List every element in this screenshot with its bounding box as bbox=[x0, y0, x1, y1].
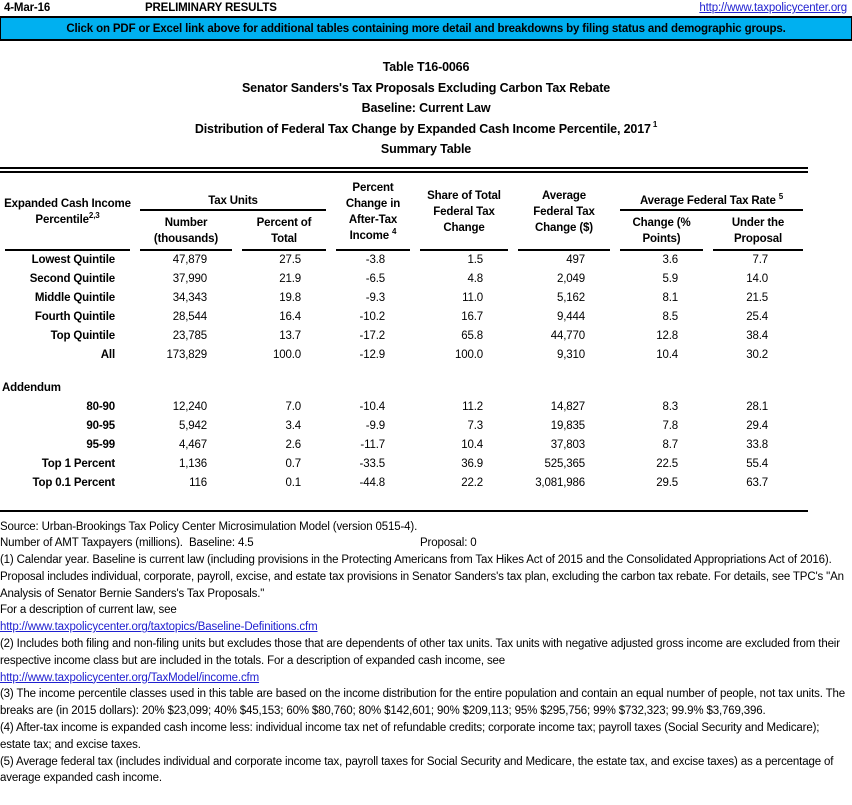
row-value-cell: 10.4 bbox=[656, 349, 678, 361]
footnote-1-current-law: For a description of current law, see bbox=[0, 604, 177, 617]
row-value-cell: 8.1 bbox=[662, 292, 678, 304]
footnote-4: (4) After-tax income is expanded cash income less: individual income tax net of refundable credits; corporate income tax; payroll taxes (Social Security and Medicare); estate tax; and excise taxes. bbox=[0, 722, 823, 751]
main-rows bbox=[0, 251, 808, 365]
row-value-cell: 22.5 bbox=[656, 458, 678, 470]
row-label-cell: Second Quintile bbox=[29, 273, 115, 285]
row-value-cell: 47,879 bbox=[172, 254, 207, 266]
date-label: 4-Mar-16 bbox=[4, 2, 51, 14]
row-value-cell: 1,136 bbox=[178, 458, 207, 470]
header-pct-change-after-tax-income: Percent Change in After-Tax Income $^4$ bbox=[331, 173, 415, 251]
row-value-cell: -9.9 bbox=[365, 420, 385, 432]
tpc-site-link[interactable]: http://www.taxpolicycenter.org bbox=[699, 2, 847, 14]
table-row bbox=[0, 417, 808, 436]
baseline-title: Baseline: Current Law bbox=[361, 101, 491, 115]
table-row bbox=[0, 327, 808, 346]
row-value-cell: -44.8 bbox=[359, 477, 385, 489]
row-value-cell: 173,829 bbox=[166, 349, 207, 361]
row-value-cell: 7.3 bbox=[467, 420, 483, 432]
row-value-cell: 44,770 bbox=[550, 330, 585, 342]
tax-model-income-link[interactable]: http://www.taxpolicycenter.org/TaxModel/income.cfm bbox=[0, 671, 260, 684]
table-row bbox=[0, 474, 808, 493]
row-value-cell: -3.8 bbox=[365, 254, 385, 266]
row-value-cell: 116 bbox=[189, 477, 207, 489]
header-group-tax-units: Tax Units bbox=[135, 173, 331, 211]
row-value-cell: 7.7 bbox=[752, 254, 769, 266]
row-value-cell: 5,162 bbox=[556, 292, 585, 304]
amt-baseline-value: Number of AMT Taxpayers (millions). Baseline: 4.5 bbox=[0, 537, 254, 550]
row-label-cell: Top Quintile bbox=[50, 330, 115, 342]
amt-taxpayers-note bbox=[0, 535, 849, 552]
row-value-cell: 7.8 bbox=[662, 420, 678, 432]
footnotes bbox=[0, 519, 849, 788]
row-value-cell: 38.4 bbox=[746, 330, 769, 342]
row-value-cell: -12.9 bbox=[359, 349, 385, 361]
row-value-cell: 63.7 bbox=[746, 477, 769, 489]
row-label-cell: 95-99 bbox=[86, 439, 115, 451]
row-label-cell: Lowest Quintile bbox=[31, 254, 115, 266]
table-bottom-rule bbox=[0, 510, 808, 512]
table-number-title: Table T16-0066 bbox=[382, 60, 470, 74]
row-value-cell: -9.3 bbox=[365, 292, 385, 304]
table-row bbox=[0, 308, 808, 327]
row-value-cell: 525,365 bbox=[544, 458, 585, 470]
info-banner bbox=[0, 16, 852, 41]
row-value-cell: -10.4 bbox=[359, 401, 385, 413]
summary-table-title: Summary Table bbox=[380, 142, 472, 156]
row-value-cell: 100.0 bbox=[272, 349, 301, 361]
header-percent-of-total: Percent of Total bbox=[237, 211, 331, 251]
row-value-cell: 27.5 bbox=[279, 254, 301, 266]
row-value-cell: 8.3 bbox=[662, 401, 678, 413]
row-value-cell: 55.4 bbox=[746, 458, 769, 470]
row-value-cell: 16.4 bbox=[279, 311, 301, 323]
row-value-cell: 21.9 bbox=[279, 273, 301, 285]
row-value-cell: 34,343 bbox=[172, 292, 207, 304]
row-value-cell: 14.0 bbox=[746, 273, 769, 285]
row-value-cell: 100.0 bbox=[454, 349, 483, 361]
row-value-cell: 10.4 bbox=[461, 439, 483, 451]
row-value-cell: 2,049 bbox=[556, 273, 585, 285]
row-value-cell: 5.9 bbox=[662, 273, 678, 285]
row-value-cell: 22.2 bbox=[461, 477, 483, 489]
table-row bbox=[0, 346, 808, 365]
row-value-cell: 9,310 bbox=[556, 349, 585, 361]
row-value-cell: 11.0 bbox=[462, 292, 483, 304]
row-value-cell: 30.2 bbox=[746, 349, 769, 361]
info-banner-text: Click on PDF or Excel link above for additional tables containing more detail and breakdowns by filing status and demographic groups. bbox=[66, 22, 786, 35]
row-value-cell: 1.5 bbox=[467, 254, 483, 266]
row-value-cell: 36.9 bbox=[461, 458, 483, 470]
header-group-average-federal-tax-rate: Average Federal Tax Rate $^5$ bbox=[615, 173, 808, 211]
row-value-cell: 33.8 bbox=[746, 439, 769, 451]
table-row bbox=[0, 436, 808, 455]
table-row bbox=[0, 251, 808, 270]
row-value-cell: 19,835 bbox=[550, 420, 585, 432]
spacer-row bbox=[0, 365, 808, 379]
row-value-cell: -33.5 bbox=[359, 458, 385, 470]
row-value-cell: 4.8 bbox=[467, 273, 483, 285]
row-value-cell: 5,942 bbox=[178, 420, 207, 432]
row-value-cell: 3.6 bbox=[662, 254, 678, 266]
header-share-of-total-federal-tax-change: Share of Total Federal Tax Change bbox=[415, 173, 513, 251]
distribution-title: Distribution of Federal Tax Change by Expanded Cash Income Percentile, 2017 $^1$ bbox=[194, 120, 658, 136]
row-value-cell: 28,544 bbox=[172, 311, 207, 323]
row-value-cell: 29.4 bbox=[746, 420, 769, 432]
summary-table bbox=[0, 173, 808, 493]
header-number-thousands: Number (thousands) bbox=[135, 211, 237, 251]
addendum-label: Addendum bbox=[2, 382, 61, 394]
row-label-cell: 80-90 bbox=[86, 401, 115, 413]
row-value-cell: 11.2 bbox=[462, 401, 483, 413]
row-value-cell: 21.5 bbox=[746, 292, 769, 304]
addendum-rows bbox=[0, 398, 808, 493]
row-value-cell: 14,827 bbox=[550, 401, 585, 413]
title-block bbox=[0, 57, 852, 160]
row-value-cell: 29.5 bbox=[656, 477, 678, 489]
row-value-cell: 12.8 bbox=[656, 330, 678, 342]
row-value-cell: -10.2 bbox=[359, 311, 385, 323]
footnote-3: (3) The income percentile classes used in this table are based on the income distribution for the entire population and contain an equal number of people, not tax units. The breaks are (in 2015 dollars): 20% $23,099; 40% $45,153; 60% $80,760; 80% $142,601; 90% $209,113; 95% $295,756; 99% $732,323; 99.9% $3,769,396. bbox=[0, 688, 849, 718]
row-value-cell: 3,081,986 bbox=[535, 477, 585, 489]
table-row bbox=[0, 398, 808, 417]
source-note: Source: Urban-Brookings Tax Policy Center Microsimulation Model (version 0515-4). bbox=[0, 520, 418, 533]
row-label-cell: 90-95 bbox=[86, 420, 115, 432]
proposal-title: Senator Sanders's Tax Proposals Excluding Carbon Tax Rebate bbox=[241, 80, 611, 95]
row-value-cell: 37,803 bbox=[550, 439, 585, 451]
row-label-cell: Fourth Quintile bbox=[34, 311, 115, 323]
footnote-1: (1) Calendar year. Baseline is current law (including provisions in the Protecting Americans from Tax Hikes Act of 2015 and the Consolidated Appropriations Act of 2016). Proposal includes individual, corporate, payroll, excise, and estate tax provisions in Senator Sanders's tax plan, excluding the carbon tax rebate. For details, see TPC's "An Analysis of Senator Bernie Sanders's Tax Proposals." bbox=[0, 554, 847, 600]
row-label-cell: Top 0.1 Percent bbox=[32, 477, 115, 489]
row-value-cell: 28.1 bbox=[746, 401, 769, 413]
row-value-cell: -6.5 bbox=[365, 273, 385, 285]
header-change-pct-points: Change (% Points) bbox=[615, 211, 708, 251]
row-value-cell: 19.8 bbox=[279, 292, 301, 304]
row-value-cell: 23,785 bbox=[172, 330, 207, 342]
baseline-definitions-link[interactable]: http://www.taxpolicycenter.org/taxtopics/Baseline-Definitions.cfm bbox=[0, 621, 318, 634]
row-label-cell: Top 1 Percent bbox=[41, 458, 115, 470]
row-value-cell: 0.1 bbox=[285, 477, 301, 489]
row-value-cell: 8.7 bbox=[662, 439, 678, 451]
row-value-cell: 0.7 bbox=[285, 458, 301, 470]
row-label-cell: Middle Quintile bbox=[34, 292, 115, 304]
row-value-cell: 8.5 bbox=[662, 311, 678, 323]
amt-proposal-value: Proposal: 0 bbox=[420, 537, 477, 550]
row-value-cell: 3.4 bbox=[285, 420, 301, 432]
row-value-cell: 12,240 bbox=[172, 401, 207, 413]
row-label-cell: All bbox=[100, 349, 115, 361]
table-row bbox=[0, 455, 808, 474]
footnote-2: (2) Includes both filing and non-filing units but excludes those that are dependents of other tax units. Tax units with negative adjusted gross income are excluded from their respective income class but are included in the totals. For a description of expanded cash income, see bbox=[0, 638, 843, 667]
row-value-cell: 16.7 bbox=[461, 311, 483, 323]
row-value-cell: 9,444 bbox=[556, 311, 585, 323]
row-value-cell: -11.7 bbox=[360, 439, 385, 451]
row-value-cell: -17.2 bbox=[359, 330, 385, 342]
header-average-federal-tax-change: Average Federal Tax Change ($) bbox=[513, 173, 615, 251]
row-value-cell: 25.4 bbox=[746, 311, 769, 323]
row-value-cell: 7.0 bbox=[285, 401, 301, 413]
top-bar bbox=[0, 0, 852, 16]
preliminary-results-label: PRELIMINARY RESULTS bbox=[145, 2, 277, 14]
row-value-cell: 497 bbox=[566, 254, 585, 266]
table-row bbox=[0, 289, 808, 308]
row-value-cell: 37,990 bbox=[172, 273, 207, 285]
spacer-section bbox=[0, 365, 808, 398]
header-under-the-proposal: Under the Proposal bbox=[708, 211, 808, 251]
header-expanded-cash-income: Expanded Cash Income Percentile$^{2,3}$ bbox=[0, 173, 135, 251]
row-value-cell: 4,467 bbox=[178, 439, 207, 451]
footnote-5: (5) Average federal tax (includes individual and corporate income tax, payroll taxes for Social Security and Medicare, the estate tax, and excise taxes) as a percentage of average expanded cash income. bbox=[0, 755, 837, 785]
row-value-cell: 2.6 bbox=[285, 439, 301, 451]
addendum-header-row bbox=[0, 379, 808, 398]
row-value-cell: 13.7 bbox=[279, 330, 301, 342]
row-value-cell: 65.8 bbox=[461, 330, 483, 342]
table-row bbox=[0, 270, 808, 289]
